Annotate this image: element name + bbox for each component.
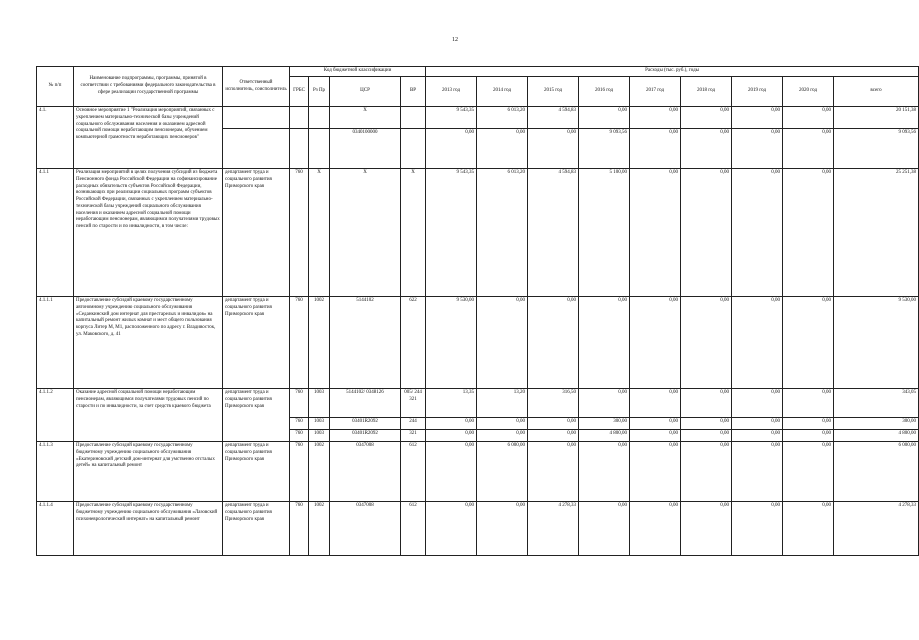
header-rzpr: Рз Пр (309, 77, 330, 107)
cell-grbs: 760 (290, 502, 309, 556)
cell-value: 0,00 (477, 129, 528, 169)
header-csr: ЦСР (330, 77, 401, 107)
header-year: 2019 год (732, 77, 783, 107)
header-grbs: ГРБС (290, 77, 309, 107)
cell-value: 0,00 (681, 129, 732, 169)
row-num: 4.1. (37, 107, 74, 169)
cell-value: 0,00 (579, 502, 630, 556)
cell-value: 0,00 (528, 418, 579, 430)
cell-value: 0,00 (681, 502, 732, 556)
table-row (37, 297, 919, 389)
cell-rzpr: 1003 (309, 418, 330, 430)
cell-value: 0,00 (477, 502, 528, 556)
header-name: Наименование подпрограммы, программы, принятой в соответствии с требованиями федерального законодательства в сфере реализации государственной программы (74, 67, 223, 107)
cell-value: 0,00 (681, 418, 732, 430)
cell-value: 0,00 (528, 297, 579, 389)
cell-value: 0,00 (477, 297, 528, 389)
cell-value: 0,00 (477, 430, 528, 442)
row-executor-empty (223, 129, 290, 169)
cell-csr: 0340100000 (330, 129, 401, 169)
cell-total: 4 800,00 (834, 430, 919, 442)
cell-value: 0,00 (732, 430, 783, 442)
cell-value: 0,00 (579, 389, 630, 418)
cell-value: 0,00 (681, 430, 732, 442)
cell-value: 0,00 (426, 430, 477, 442)
cell-value: 0,00 (681, 169, 732, 297)
row-num: 4.1.1.2 (37, 389, 74, 442)
cell-grbs: 760 (290, 169, 309, 297)
cell-vr (401, 129, 426, 169)
cell-value: 0,00 (528, 430, 579, 442)
cell-rzpr: 1003 (309, 430, 330, 442)
table-row (37, 107, 919, 129)
cell-total: 6 000,00 (834, 442, 919, 502)
header-vr: ВР (401, 77, 426, 107)
cell-value: 0,00 (732, 107, 783, 129)
cell-value: 0,00 (783, 107, 834, 129)
cell-csr: 0347008 (330, 442, 401, 502)
cell-total: 25 251,38 (834, 169, 919, 297)
cell-value: 9 543,35 (426, 169, 477, 297)
cell-rzpr: 1002 (309, 502, 330, 556)
cell-value: 0,00 (783, 502, 834, 556)
cell-value: 9 530,00 (426, 297, 477, 389)
cell-value: 0,00 (426, 442, 477, 502)
cell-value: 0,00 (681, 297, 732, 389)
cell-total: 9 093,56 (834, 129, 919, 169)
cell-value: 0,00 (681, 442, 732, 502)
cell-value: 4 278,33 (528, 502, 579, 556)
row-num: 4.1.1 (37, 169, 74, 297)
row-executor: департамент труда и социального развития Приморского края (223, 169, 290, 297)
cell-value: 4 594,83 (528, 107, 579, 129)
header-expenses: Расходы (тыс. руб.), годы (426, 67, 919, 77)
cell-value: 0,00 (528, 129, 579, 169)
cell-csr: 5144102 (330, 297, 401, 389)
cell-value: 0,00 (783, 430, 834, 442)
row-num: 4.1.1.1 (37, 297, 74, 389)
header-num: № п/п (37, 67, 74, 107)
cell-vr: 612 (401, 502, 426, 556)
cell-value: 0,00 (732, 297, 783, 389)
cell-value: 0,00 (783, 297, 834, 389)
row-name: Основное мероприятие 1 "Реализация мероприятий, связанных с укреплением материально-технической базы учреждений социального обслуживания населения и оказанием адресной социальной помощи неработающим пенсионерам, обучением компьютерной грамотности неработающих пенсионеров" (74, 107, 223, 169)
row-executor: департамент труда и социального развития Приморского края (223, 442, 290, 502)
cell-value: 0,00 (783, 169, 834, 297)
cell-total: 4 278,33 (834, 502, 919, 556)
cell-value: 0,00 (732, 442, 783, 502)
cell-value: 0,00 (579, 442, 630, 502)
cell-csr: X (330, 107, 401, 129)
cell-vr: 612 (401, 442, 426, 502)
cell-rzpr: 1002 (309, 442, 330, 502)
cell-rzpr (309, 107, 330, 129)
cell-value: 6 013,20 (477, 107, 528, 129)
cell-value: 0,00 (630, 107, 681, 129)
cell-vr: 244 (401, 418, 426, 430)
cell-vr: 321 (401, 430, 426, 442)
row-executor: департамент труда и социального развития Приморского края (223, 502, 290, 556)
row-name: Оказание адресной социальной помощи неработающим пенсионерам, являющимся получателями трудовых пенсий по старости и по инвалидности, за счет средств краевого бюджета (74, 389, 223, 442)
cell-value: 5 100,00 (579, 169, 630, 297)
cell-value: 0,00 (732, 389, 783, 418)
cell-value: 0,00 (528, 442, 579, 502)
row-executor (223, 107, 290, 129)
row-num: 4.1.1.4 (37, 502, 74, 556)
cell-value: 0,00 (426, 502, 477, 556)
cell-value: 0,00 (477, 418, 528, 430)
cell-grbs: 760 (290, 418, 309, 430)
cell-csr: 03401R2092 (330, 418, 401, 430)
page-number: 12 (452, 37, 458, 43)
cell-value: 0,00 (681, 389, 732, 418)
row-num: 4.1.1.3 (37, 442, 74, 502)
cell-value: 316,50 (528, 389, 579, 418)
cell-value: 0,00 (630, 169, 681, 297)
header-year: 2020 год (783, 77, 834, 107)
row-name: Предоставление субсидий краевому государственному бюджетному учреждению социального обслуживания «Лазовский психоневрологический интернат» на капитальный ремонт (74, 502, 223, 556)
header-year: 2015 год (528, 77, 579, 107)
cell-value: 0,00 (630, 418, 681, 430)
cell-vr (401, 107, 426, 129)
cell-value: 6 013,20 (477, 169, 528, 297)
cell-value: 13,35 (426, 389, 477, 418)
row-name: Реализация мероприятий в целях получения субсидий из бюджета Пенсионного фонда Российской Федерации на софинансирование расходных обязательств субъектов Российской Федерации, возникающих при реализации социальных программ субъектов Российской Федерации, связанных с укреплением материально-технической базы учреждений социального обслуживания населения и оказанием адресной социальной помощи неработающим пенсионерам, являющимся получателями трудовых пенсий по старости и по инвалидности, в том числе: (74, 169, 223, 297)
table-row (37, 442, 919, 502)
cell-value: 0,00 (579, 297, 630, 389)
cell-csr: 0347008 (330, 502, 401, 556)
cell-value: 0,00 (426, 129, 477, 169)
cell-csr: 03401R2092 (330, 430, 401, 442)
cell-total: 9 530,00 (834, 297, 919, 389)
cell-value: 9 093,56 (579, 129, 630, 169)
cell-value: 0,00 (732, 502, 783, 556)
row-executor: департамент труда и социального развития Приморского края (223, 389, 290, 442)
cell-value: 6 000,00 (477, 442, 528, 502)
cell-grbs: 760 (290, 442, 309, 502)
cell-rzpr (309, 129, 330, 169)
cell-value: 0,00 (783, 442, 834, 502)
table-row (37, 169, 919, 297)
cell-rzpr: X (309, 169, 330, 297)
cell-value: 4 594,83 (528, 169, 579, 297)
cell-rzpr: 1002 (309, 297, 330, 389)
cell-grbs: 760 (290, 430, 309, 442)
cell-grbs (290, 129, 309, 169)
cell-value: 300,00 (579, 418, 630, 430)
table-row (37, 502, 919, 556)
cell-value: 4 800,00 (579, 430, 630, 442)
cell-value: 0,00 (630, 430, 681, 442)
cell-grbs: 760 (290, 297, 309, 389)
cell-value: 0,00 (732, 169, 783, 297)
cell-csr: 5144102/ 0348126 (330, 389, 401, 418)
cell-vr: X (401, 169, 426, 297)
cell-value: 13,20 (477, 389, 528, 418)
cell-value: 0,00 (426, 418, 477, 430)
cell-value: 0,00 (630, 389, 681, 418)
header-year: 2018 год (681, 77, 732, 107)
table-row (37, 389, 919, 418)
header-total: всего (834, 77, 919, 107)
budget-table (36, 66, 919, 556)
cell-vr: 005/ 244 321 (401, 389, 426, 418)
header-year: 2013 год (426, 77, 477, 107)
cell-grbs (290, 107, 309, 129)
cell-value: 0,00 (630, 442, 681, 502)
cell-value: 0,00 (783, 129, 834, 169)
cell-value: 0,00 (732, 418, 783, 430)
cell-value: 0,00 (630, 129, 681, 169)
cell-value: 0,00 (630, 297, 681, 389)
cell-total: 343,05 (834, 389, 919, 418)
cell-grbs: 760 (290, 389, 309, 418)
cell-csr: X (330, 169, 401, 297)
cell-value: 0,00 (783, 389, 834, 418)
header-year: 2014 год (477, 77, 528, 107)
row-executor: департамент труда и социального развития Приморского края (223, 297, 290, 389)
cell-rzpr: 1003 (309, 389, 330, 418)
cell-value: 0,00 (732, 129, 783, 169)
header-budget-class: Код бюджетной классификации (290, 67, 426, 77)
header-year: 2016 год (579, 77, 630, 107)
cell-value: 0,00 (783, 418, 834, 430)
cell-value: 9 543,35 (426, 107, 477, 129)
row-name: Предоставление субсидий краевому государственному бюджетному учреждению социального обслуживания «Екатериновский детский дом-интернат для умственно отсталых детей» на капитальный ремонт (74, 442, 223, 502)
cell-total: 300,00 (834, 418, 919, 430)
cell-value: 0,00 (681, 107, 732, 129)
cell-value: 0,00 (630, 502, 681, 556)
cell-total: 20 151,38 (834, 107, 919, 129)
header-year: 2017 год (630, 77, 681, 107)
cell-vr: 622 (401, 297, 426, 389)
row-name: Предоставление субсидий краевому государственному автономному учреждению социального обслуживания «Седанкинский дом интернат для престарелых и инвалидов» на капитальный ремонт жилых комнат и мест общего пользования корпуса Литер М, М1, расположенного по адресу г. Владивосток, ул. Маковского, д. 41 (74, 297, 223, 389)
cell-value: 0,00 (579, 107, 630, 129)
header-executor: Ответственный исполнитель, соисполнитель (223, 67, 290, 107)
